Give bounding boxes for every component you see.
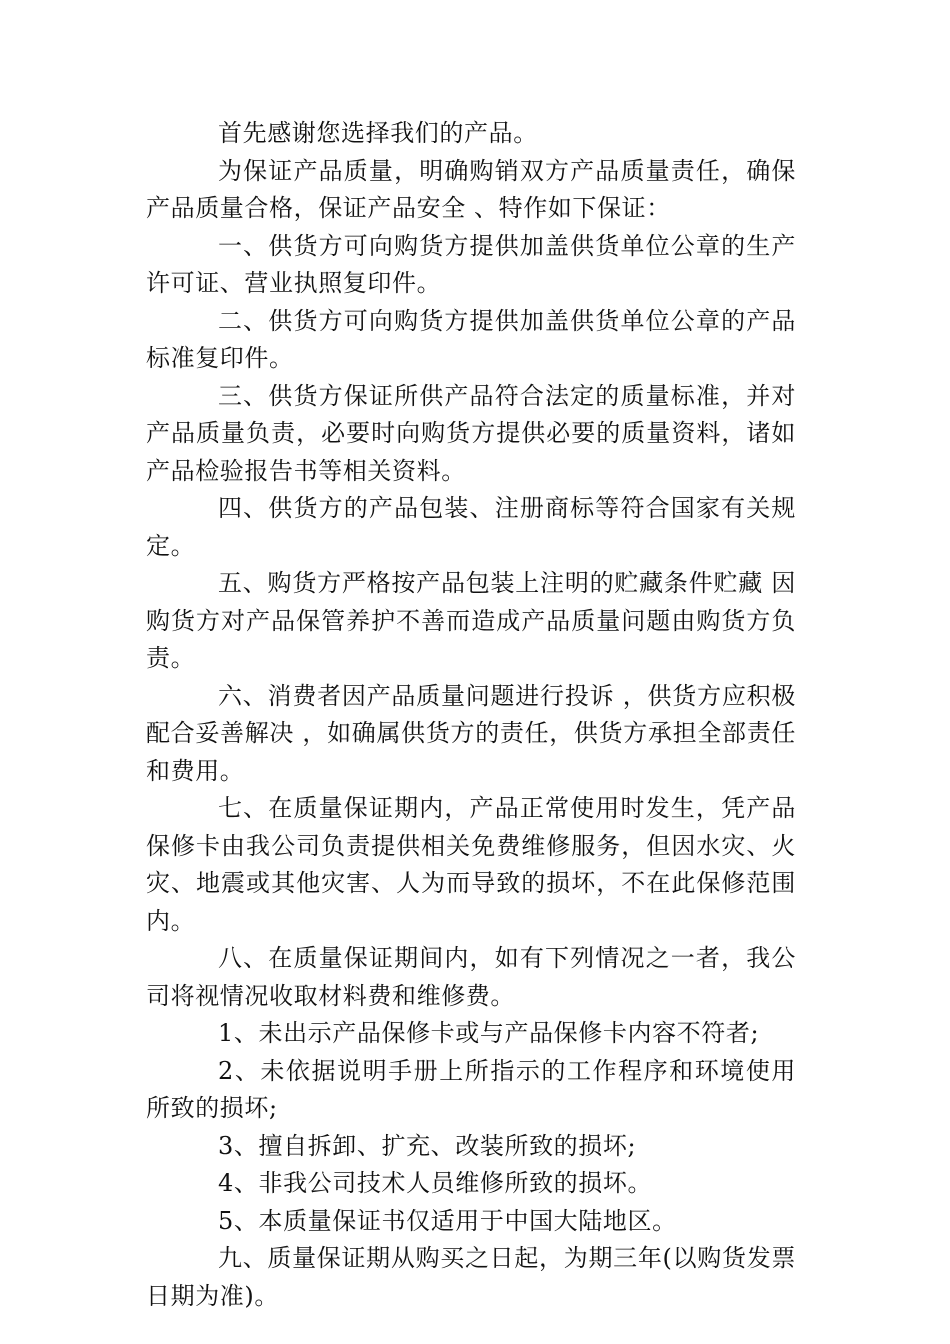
paragraph-item-5: 5、本质量保证书仅适用于中国大陆地区。 — [218, 1206, 677, 1235]
paragraph-clause-1: 一、供货方可向购货方提供加盖供货单位公章的生产许可证、营业执照复印件。 — [146, 231, 796, 297]
paragraph-clause-6: 六、消费者因产品质量问题进行投诉 ，供货方应积极配合妥善解决 ，如确属供货方的责任，供货方承担全部责任和费用。 — [146, 681, 796, 785]
paragraph-clause-3: 三、供货方保证所供产品符合法定的质量标准，并对产品质量负责，必要时向购货方提供必要的质量资料，诸如产品检验报告书等相关资料。 — [146, 381, 796, 485]
paragraph-item-4: 4、非我公司技术人员维修所致的损坏。 — [218, 1169, 653, 1197]
paragraph-clause-9: 九、质量保证期从购买之日起，为期三年(以购货发票日期为准)。 — [146, 1244, 796, 1310]
paragraph-item-1: 1、未出示产品保修卡或与产品保修卡内容不符者; — [218, 1019, 760, 1047]
paragraph-clause-8: 八、在质量保证期间内，如有下列情况之一者，我公司将视情况收取材料费和维修费。 — [146, 944, 796, 1010]
paragraph-purpose: 为保证产品质量，明确购销双方产品质量责任，确保产品质量合格，保证产品安全 、特作如下保证： — [146, 156, 796, 222]
paragraph-clause-2: 二、供货方可向购货方提供加盖供货单位公章的产品标准复印件。 — [146, 306, 796, 372]
paragraph-clause-5: 五、购货方严格按产品包装上注明的贮藏条件贮藏 因购货方对产品保管养护不善而造成产品质量问题由购货方负责。 — [146, 569, 796, 672]
paragraph-intro: 首先感谢您选择我们的产品。 — [218, 119, 538, 147]
paragraph-clause-4: 四、供货方的产品包装、注册商标等符合国家有关规定。 — [146, 494, 796, 560]
paragraph-item-2: 2、未依据说明手册上所指示的工作程序和环境使用所致的损坏; — [146, 1056, 796, 1122]
document-body — [146, 115, 796, 1315]
paragraph-clause-7: 七、在质量保证期内，产品正常使用时发生，凭产品保修卡由我公司负责提供相关免费维修服务，但因水灾、火灾、地震或其他灾害、人为而导致的损坏，不在此保修范围内。 — [146, 794, 796, 935]
paragraph-item-3: 3、擅自拆卸、扩充、改装所致的损坏; — [218, 1131, 637, 1160]
